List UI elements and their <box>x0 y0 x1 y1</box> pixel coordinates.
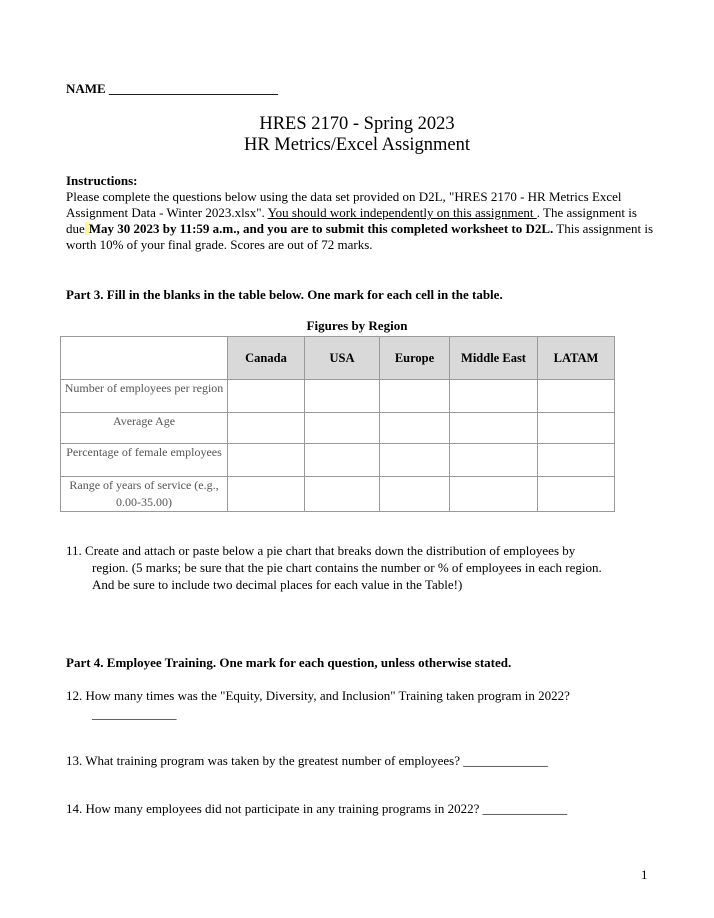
instructions-independent-note: You should work independently on this assignment <box>267 205 537 220</box>
row-label-average-age: Average Age <box>61 413 228 444</box>
course-title: HRES 2170 - Spring 2023 <box>259 114 455 134</box>
column-header-middle-east: Middle East <box>450 337 538 380</box>
question-11-line-2: region. (5 marks; be sure that the pie chart contains the number or % of employees in each region. <box>92 560 602 575</box>
table-header-row <box>61 337 615 380</box>
table-corner-cell <box>61 337 228 380</box>
question-12-answer-blank[interactable]: _____________ <box>92 706 177 721</box>
answer-cell[interactable] <box>305 444 380 477</box>
answer-cell[interactable] <box>380 380 450 413</box>
instructions-text-a: Please complete the questions below using the data set provided on D2L, "HRES 2170 - HR Metrics Excel Assignment Data - Winter 2023.xlsx". <box>66 189 622 220</box>
column-header-latam: LATAM <box>538 337 615 380</box>
answer-cell[interactable] <box>305 477 380 512</box>
instructions-text-c: This assignment is worth 10% of your final grade. Scores are out of 72 marks. <box>66 221 654 252</box>
answer-cell[interactable] <box>228 444 305 477</box>
answer-cell[interactable] <box>305 380 380 413</box>
answer-cell[interactable] <box>450 413 538 444</box>
answer-cell[interactable] <box>538 413 615 444</box>
column-header-canada: Canada <box>228 337 305 380</box>
table-row <box>61 444 615 477</box>
name-field-line: NAME __________________________ <box>66 81 278 96</box>
answer-cell[interactable] <box>228 380 305 413</box>
answer-cell[interactable] <box>538 380 615 413</box>
answer-cell[interactable] <box>450 380 538 413</box>
question-11-line-3: And be sure to include two decimal places for each value in the Table!) <box>92 577 463 592</box>
question-11 <box>66 542 656 593</box>
part4-heading: Part 4. Employee Training. One mark for each question, unless otherwise stated. <box>66 655 512 670</box>
column-header-europe: Europe <box>380 337 450 380</box>
part3-heading: Part 3. Fill in the blanks in the table below. One mark for each cell in the table. <box>66 287 503 302</box>
table-caption: Figures by Region <box>306 318 408 333</box>
table-row <box>61 477 615 512</box>
answer-cell[interactable] <box>538 477 615 512</box>
instructions-text-b: . The assignment is due <box>66 205 637 236</box>
row-label-years-of-service: Range of years of service (e.g., 0.00-35.00) <box>61 477 228 512</box>
region-figures-table <box>60 336 615 512</box>
answer-cell[interactable] <box>380 444 450 477</box>
row-label-employees: Number of employees per region <box>61 380 228 413</box>
due-date-text: May 30 2023 by 11:59 a.m., and you are to submit this completed worksheet to D2L. <box>88 221 554 236</box>
instructions-text <box>66 189 656 253</box>
instructions-heading: Instructions: <box>66 173 138 188</box>
question-14: 14. How many employees did not participate in any training programs in 2022? _____________ <box>66 801 568 816</box>
row-label-female-percentage: Percentage of female employees <box>61 444 228 477</box>
table-row <box>61 413 615 444</box>
answer-cell[interactable] <box>380 413 450 444</box>
answer-cell[interactable] <box>305 413 380 444</box>
table-row <box>61 380 615 413</box>
answer-cell[interactable] <box>228 477 305 512</box>
answer-cell[interactable] <box>450 444 538 477</box>
answer-cell[interactable] <box>228 413 305 444</box>
page-number: 1 <box>641 867 648 882</box>
question-11-line-1: 11. Create and attach or paste below a pie chart that breaks down the distribution of employees by <box>66 543 576 558</box>
question-13: 13. What training program was taken by the greatest number of employees? _____________ <box>66 753 548 768</box>
question-12: 12. How many times was the "Equity, Diversity, and Inclusion" Training taken program in 2022? <box>66 688 570 703</box>
instructions-block <box>66 173 656 253</box>
column-header-usa: USA <box>305 337 380 380</box>
assignment-title: HR Metrics/Excel Assignment <box>243 135 471 155</box>
answer-cell[interactable] <box>538 444 615 477</box>
answer-cell[interactable] <box>380 477 450 512</box>
answer-cell[interactable] <box>450 477 538 512</box>
